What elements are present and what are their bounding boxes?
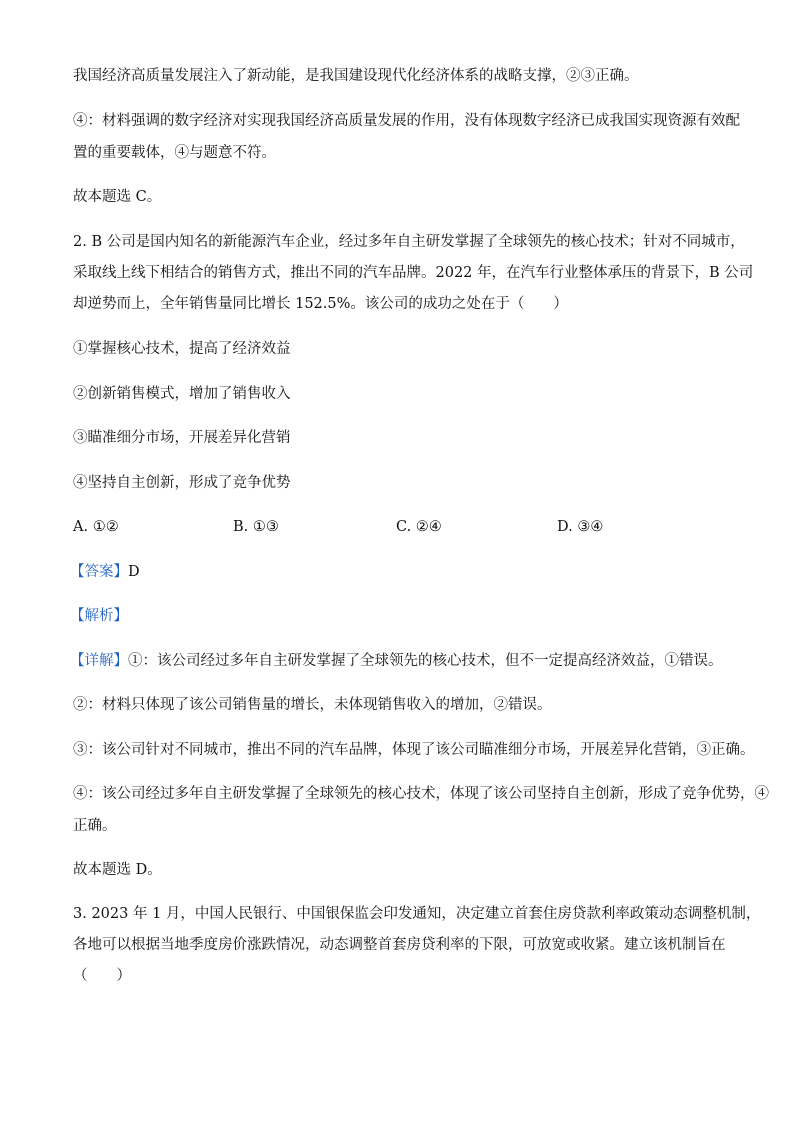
q2-detail-line-1	[70, 651, 723, 671]
q2-option-d: D. ③④	[557, 519, 604, 535]
q2-detail-line-4a: ④：该公司经过多年自主研发掌握了全球领先的核心技术，体现了该公司坚持自主创新，形成了竞争优势，④	[73, 786, 769, 802]
q2-option-c: C. ②④	[396, 519, 442, 535]
prev-analysis-line-3: 置的重要载体，④与题意不符。	[73, 145, 276, 161]
q2-statement-2: ②创新销售模式，增加了销售收入	[73, 386, 291, 402]
q2-stem-line-3: 却逆势而上，全年销售量同比增长 152.5%。该公司的成功之处在于（ ）	[73, 296, 568, 312]
q3-stem-line-2: 各地可以根据当地季度房价涨跌情况，动态调整首套房贷利率的下限，可放宽或收紧。建立该机制旨在	[73, 937, 726, 953]
analysis-tag: 【解析】	[70, 608, 128, 624]
q3-stem-line-1: 3. 2023 年 1 月，中国人民银行、中国银保监会印发通知，决定建立首套住房贷款利率政策动态调整机制，	[73, 906, 761, 922]
q2-stem-line-2: 采取线上线下相结合的销售方式，推出不同的汽车品牌。2022 年，在汽车行业整体承压的背景下，B 公司	[73, 265, 754, 281]
q2-detail-line-2: ②：材料只体现了该公司销售量的增长，未体现销售收入的增加，②错误。	[73, 697, 552, 713]
answer-tag: 【答案】	[70, 564, 128, 580]
prev-analysis-line-2: ④：材料强调的数字经济对实现我国经济高质量发展的作用，没有体现数字经济已成我国实现资源有效配	[73, 113, 740, 129]
q2-stem-line-1: 2. B 公司是国内知名的新能源汽车企业，经过多年自主研发掌握了全球领先的核心技术；针对不同城市，	[73, 234, 745, 250]
q2-option-a: A. ①②	[73, 519, 119, 535]
detail-tag: 【详解】	[70, 653, 128, 669]
prev-conclusion: 故本题选 C。	[73, 189, 162, 205]
q2-detail-line-4b: 正确。	[73, 818, 117, 834]
q2-conclusion: 故本题选 D。	[73, 862, 162, 878]
q3-stem-line-3: （ ）	[73, 968, 131, 984]
answer-value: D	[128, 564, 140, 580]
q2-answer-row	[70, 562, 140, 582]
q2-statement-3: ③瞄准细分市场，开展差异化营销	[73, 430, 291, 446]
q2-option-b: B. ①③	[233, 519, 279, 535]
q2-statement-1: ①掌握核心技术，提高了经济效益	[73, 341, 291, 357]
q2-detail-line-3: ③：该公司针对不同城市，推出不同的汽车品牌，体现了该公司瞄准细分市场，开展差异化营销，③正确。	[73, 742, 755, 758]
prev-analysis-line-1: 我国经济高质量发展注入了新动能，是我国建设现代化经济体系的战略支撑，②③正确。	[73, 68, 639, 84]
detail-text-1: ①：该公司经过多年自主研发掌握了全球领先的核心技术，但不一定提高经济效益，①错误。	[128, 653, 723, 669]
q2-analysis-tag	[70, 606, 128, 626]
q2-statement-4: ④坚持自主创新，形成了竞争优势	[73, 475, 291, 491]
